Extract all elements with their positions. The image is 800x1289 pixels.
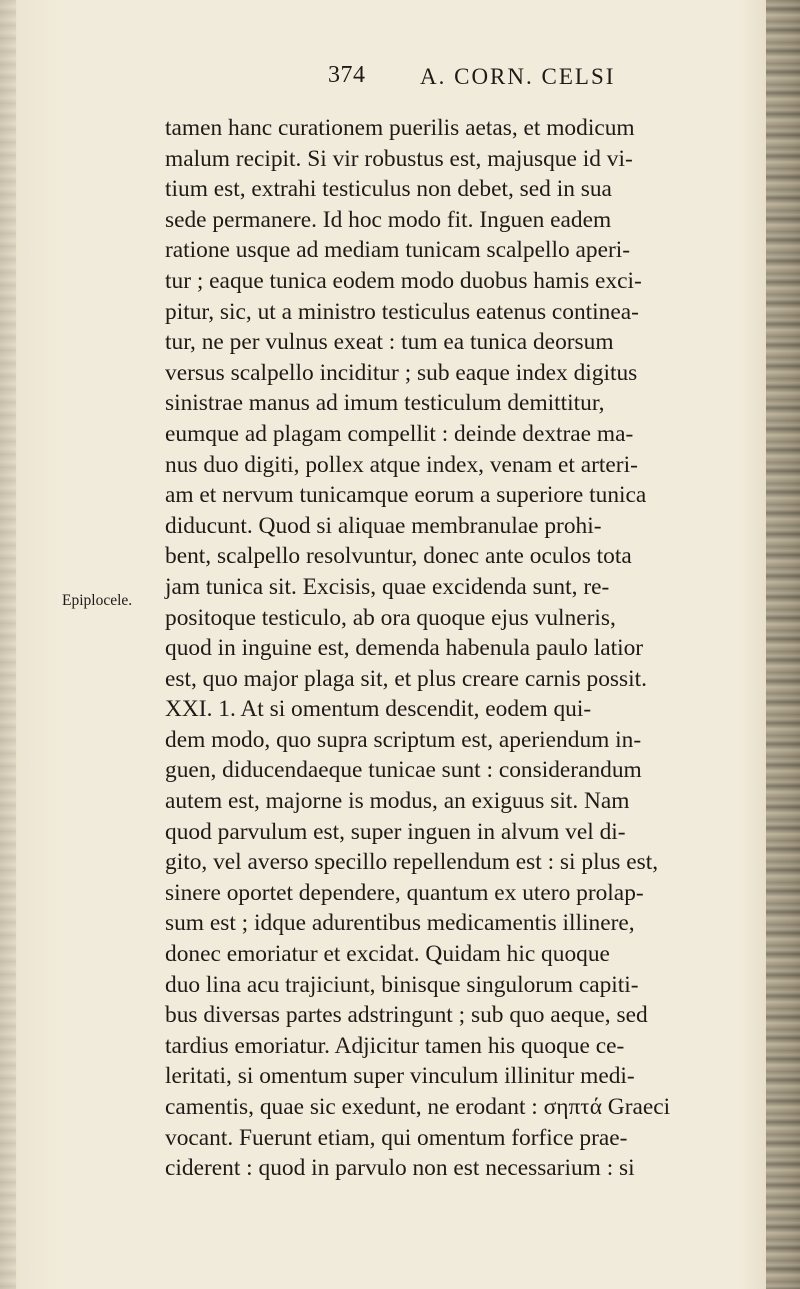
text-line: nus duo digiti, pollex atque index, venam et arteri- xyxy=(165,451,638,478)
text-line: positoque testiculo, ab ora quoque ejus vulneris, xyxy=(165,604,616,631)
text-line: tamen hanc curationem puerilis aetas, et modicum xyxy=(165,115,635,141)
text-line: pitur, sic, ut a ministro testiculus eatenus continea- xyxy=(165,298,639,325)
text-line: diducunt. Quod si aliquae membranulae prohi- xyxy=(165,512,602,539)
text-line: donec emoriatur et excidat. Quidam hic quoque xyxy=(165,941,610,968)
page-gutter-shadow xyxy=(0,0,16,1289)
text-line: quod parvulum est, super inguen in alvum vel di- xyxy=(165,818,626,845)
text-line: tur, ne per vulnus exeat : tum ea tunica deorsum xyxy=(165,329,614,356)
text-line: sinistrae manus ad imum testiculum demittitur, xyxy=(165,390,605,417)
running-head: A. CORN. CELSI xyxy=(420,64,616,89)
text-line: guen, diducendaeque tunicae sunt : considerandum xyxy=(165,757,642,784)
text-line: bus diversas partes adstringunt ; sub quo aeque, sed xyxy=(165,1002,648,1029)
body-text xyxy=(165,113,745,1184)
text-line: bent, scalpello resolvuntur, donec ante oculos tota xyxy=(165,543,632,570)
text-line: camentis, quae sic exedunt, ne erodant : σηπτά Graeci xyxy=(165,1094,671,1120)
margin-note: Epiplocele. xyxy=(62,592,133,609)
text-line: eumque ad plagam compellit : deinde dextrae ma- xyxy=(165,420,634,447)
text-line: vocant. Fuerunt etiam, qui omentum forfice prae- xyxy=(165,1124,628,1151)
text-line: sinere oportet dependere, quantum ex utero prolap- xyxy=(165,879,644,906)
text-line: malum recipit. Si vir robustus est, majusque id vi- xyxy=(165,145,633,172)
text-line: am et nervum tunicamque eorum a superiore tunica xyxy=(165,482,647,509)
text-line: tardius emoriatur. Adjicitur tamen his quoque ce- xyxy=(165,1032,625,1059)
text-line: gito, vel averso specillo repellendum est : si plus est, xyxy=(165,849,659,876)
text-line: XXI. 1. At si omentum descendit, eodem qui- xyxy=(165,696,592,723)
text-line: quod in inguine est, demenda habenula paulo latior xyxy=(165,635,644,662)
text-line: sum est ; idque adurentibus medicamentis illinere, xyxy=(165,910,635,937)
page-number: 374 xyxy=(328,62,366,88)
page-fore-edge xyxy=(766,0,800,1289)
text-line: ratione usque ad mediam tunicam scalpello aperi- xyxy=(165,237,631,264)
text-line: duo lina acu trajiciunt, binisque singulorum capiti- xyxy=(165,971,639,998)
text-line: jam tunica sit. Excisis, quae excidenda sunt, re- xyxy=(165,573,610,600)
text-line: ciderent : quod in parvulo non est necessarium : si xyxy=(165,1155,635,1182)
text-line: leritati, si omentum super vinculum illinitur medi- xyxy=(165,1063,635,1090)
text-line: est, quo major plaga sit, et plus creare carnis possit. xyxy=(165,665,647,692)
text-line: versus scalpello inciditur ; sub eaque index digitus xyxy=(165,359,638,386)
text-line: sede permanere. Id hoc modo fit. Inguen eadem xyxy=(165,206,612,233)
text-line: tium est, extrahi testiculus non debet, sed in sua xyxy=(165,176,612,203)
text-line: tur ; eaque tunica eodem modo duobus hamis exci- xyxy=(165,267,642,294)
text-line: dem modo, quo supra scriptum est, aperiendum in- xyxy=(165,726,642,753)
text-line: autem est, majorne is modus, an exiguus sit. Nam xyxy=(165,788,630,815)
